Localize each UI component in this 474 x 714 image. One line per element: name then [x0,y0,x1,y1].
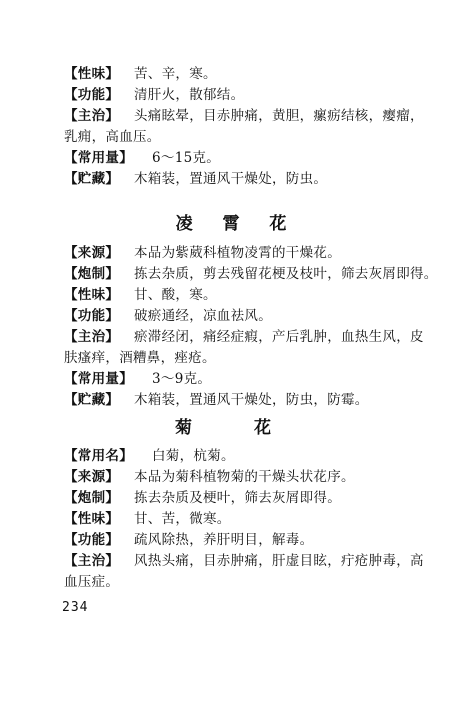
field-label: 【性味】 [64,287,120,303]
entry-line-continuation [64,129,161,145]
field-label: 【来源】 [64,469,120,485]
entry-line-dosage [64,371,211,387]
field-label: 【贮藏】 [64,392,120,408]
field-text: 木箱装，置通风干燥处，防虫，防霉。 [134,392,369,408]
field-text: 苦、辛，寒。 [134,66,217,82]
entry-line-continuation [64,574,119,590]
field-label: 【功能】 [64,532,120,548]
field-label: 【常用量】 [64,150,133,166]
field-label: 【功能】 [64,308,120,324]
entry-line-indication [64,329,424,345]
field-text: 头痛眩晕，目赤肿痛，黄胆，瘰疬结核，瘿瘤， [134,108,424,124]
field-text: 血压症。 [64,574,120,590]
field-text: 拣去杂质，剪去残留花梗及枝叶，筛去灰屑即得。 [134,266,438,282]
field-text: 本品为紫葳科植物凌霄的干燥花。 [134,245,341,261]
page-number: 234 [62,600,89,615]
section-title-lingxiaohua: 凌 霄 花 [175,214,299,234]
field-text: 甘、酸，寒。 [134,287,217,303]
entry-line-storage [64,171,327,187]
entry-line-dosage [64,150,220,166]
field-label: 【性味】 [64,66,120,82]
entry-line-source [64,245,341,261]
entry-line-continuation [64,350,216,366]
field-text: 甘、苦，微寒。 [134,511,231,527]
field-label: 【主治】 [64,553,120,569]
field-text: 疏风除热，养肝明目，解毒。 [134,532,314,548]
field-label: 【炮制】 [64,490,120,506]
field-text: 拣去杂质及梗叶，筛去灰屑即得。 [134,490,341,506]
entry-line-flavor [64,511,231,527]
field-label: 【炮制】 [64,266,120,282]
entry-line-flavor [64,287,217,303]
field-label: 【性味】 [64,511,120,527]
field-text: 本品为菊科植物菊的干燥头状花序。 [134,469,355,485]
field-label: 【常用量】 [64,371,133,387]
field-text: 破瘀通经，凉血祛风。 [134,308,272,324]
entry-line-function [64,87,244,103]
field-label: 【主治】 [64,108,120,124]
field-label: 【功能】 [64,87,120,103]
field-text: 风热头痛，目赤肿痛，肝虚目眩，疔疮肿毒，高 [134,553,424,569]
field-label: 【主治】 [64,329,120,345]
entry-line-indication [64,108,424,124]
entry-line-flavor [64,66,217,82]
field-label: 【贮藏】 [64,171,120,187]
entry-line-processing [64,490,341,506]
field-text: 乳痈，高血压。 [64,129,161,145]
entry-line-function [64,532,313,548]
entry-line-storage [64,392,369,408]
entry-line-processing [64,266,438,282]
field-text: 白菊，杭菊。 [152,448,235,464]
field-text: 6～15克。 [152,150,221,166]
entry-line-indication [64,553,424,569]
entry-line-common-name [64,448,235,464]
entry-line-function [64,308,272,324]
field-text: 肤瘙痒，酒糟鼻，痤疮。 [64,350,216,366]
field-label: 【来源】 [64,245,120,261]
field-text: 清肝火，散郁结。 [134,87,245,103]
field-text: 3～9克。 [152,371,212,387]
field-text: 瘀滞经闭，痛经症瘕，产后乳肿，血热生风，皮 [134,329,424,345]
field-text: 木箱装，置通风干燥处，防虫。 [134,171,328,187]
entry-line-source [64,469,355,485]
section-title-juhua: 菊 花 [175,418,299,438]
field-label: 【常用名】 [64,448,133,464]
